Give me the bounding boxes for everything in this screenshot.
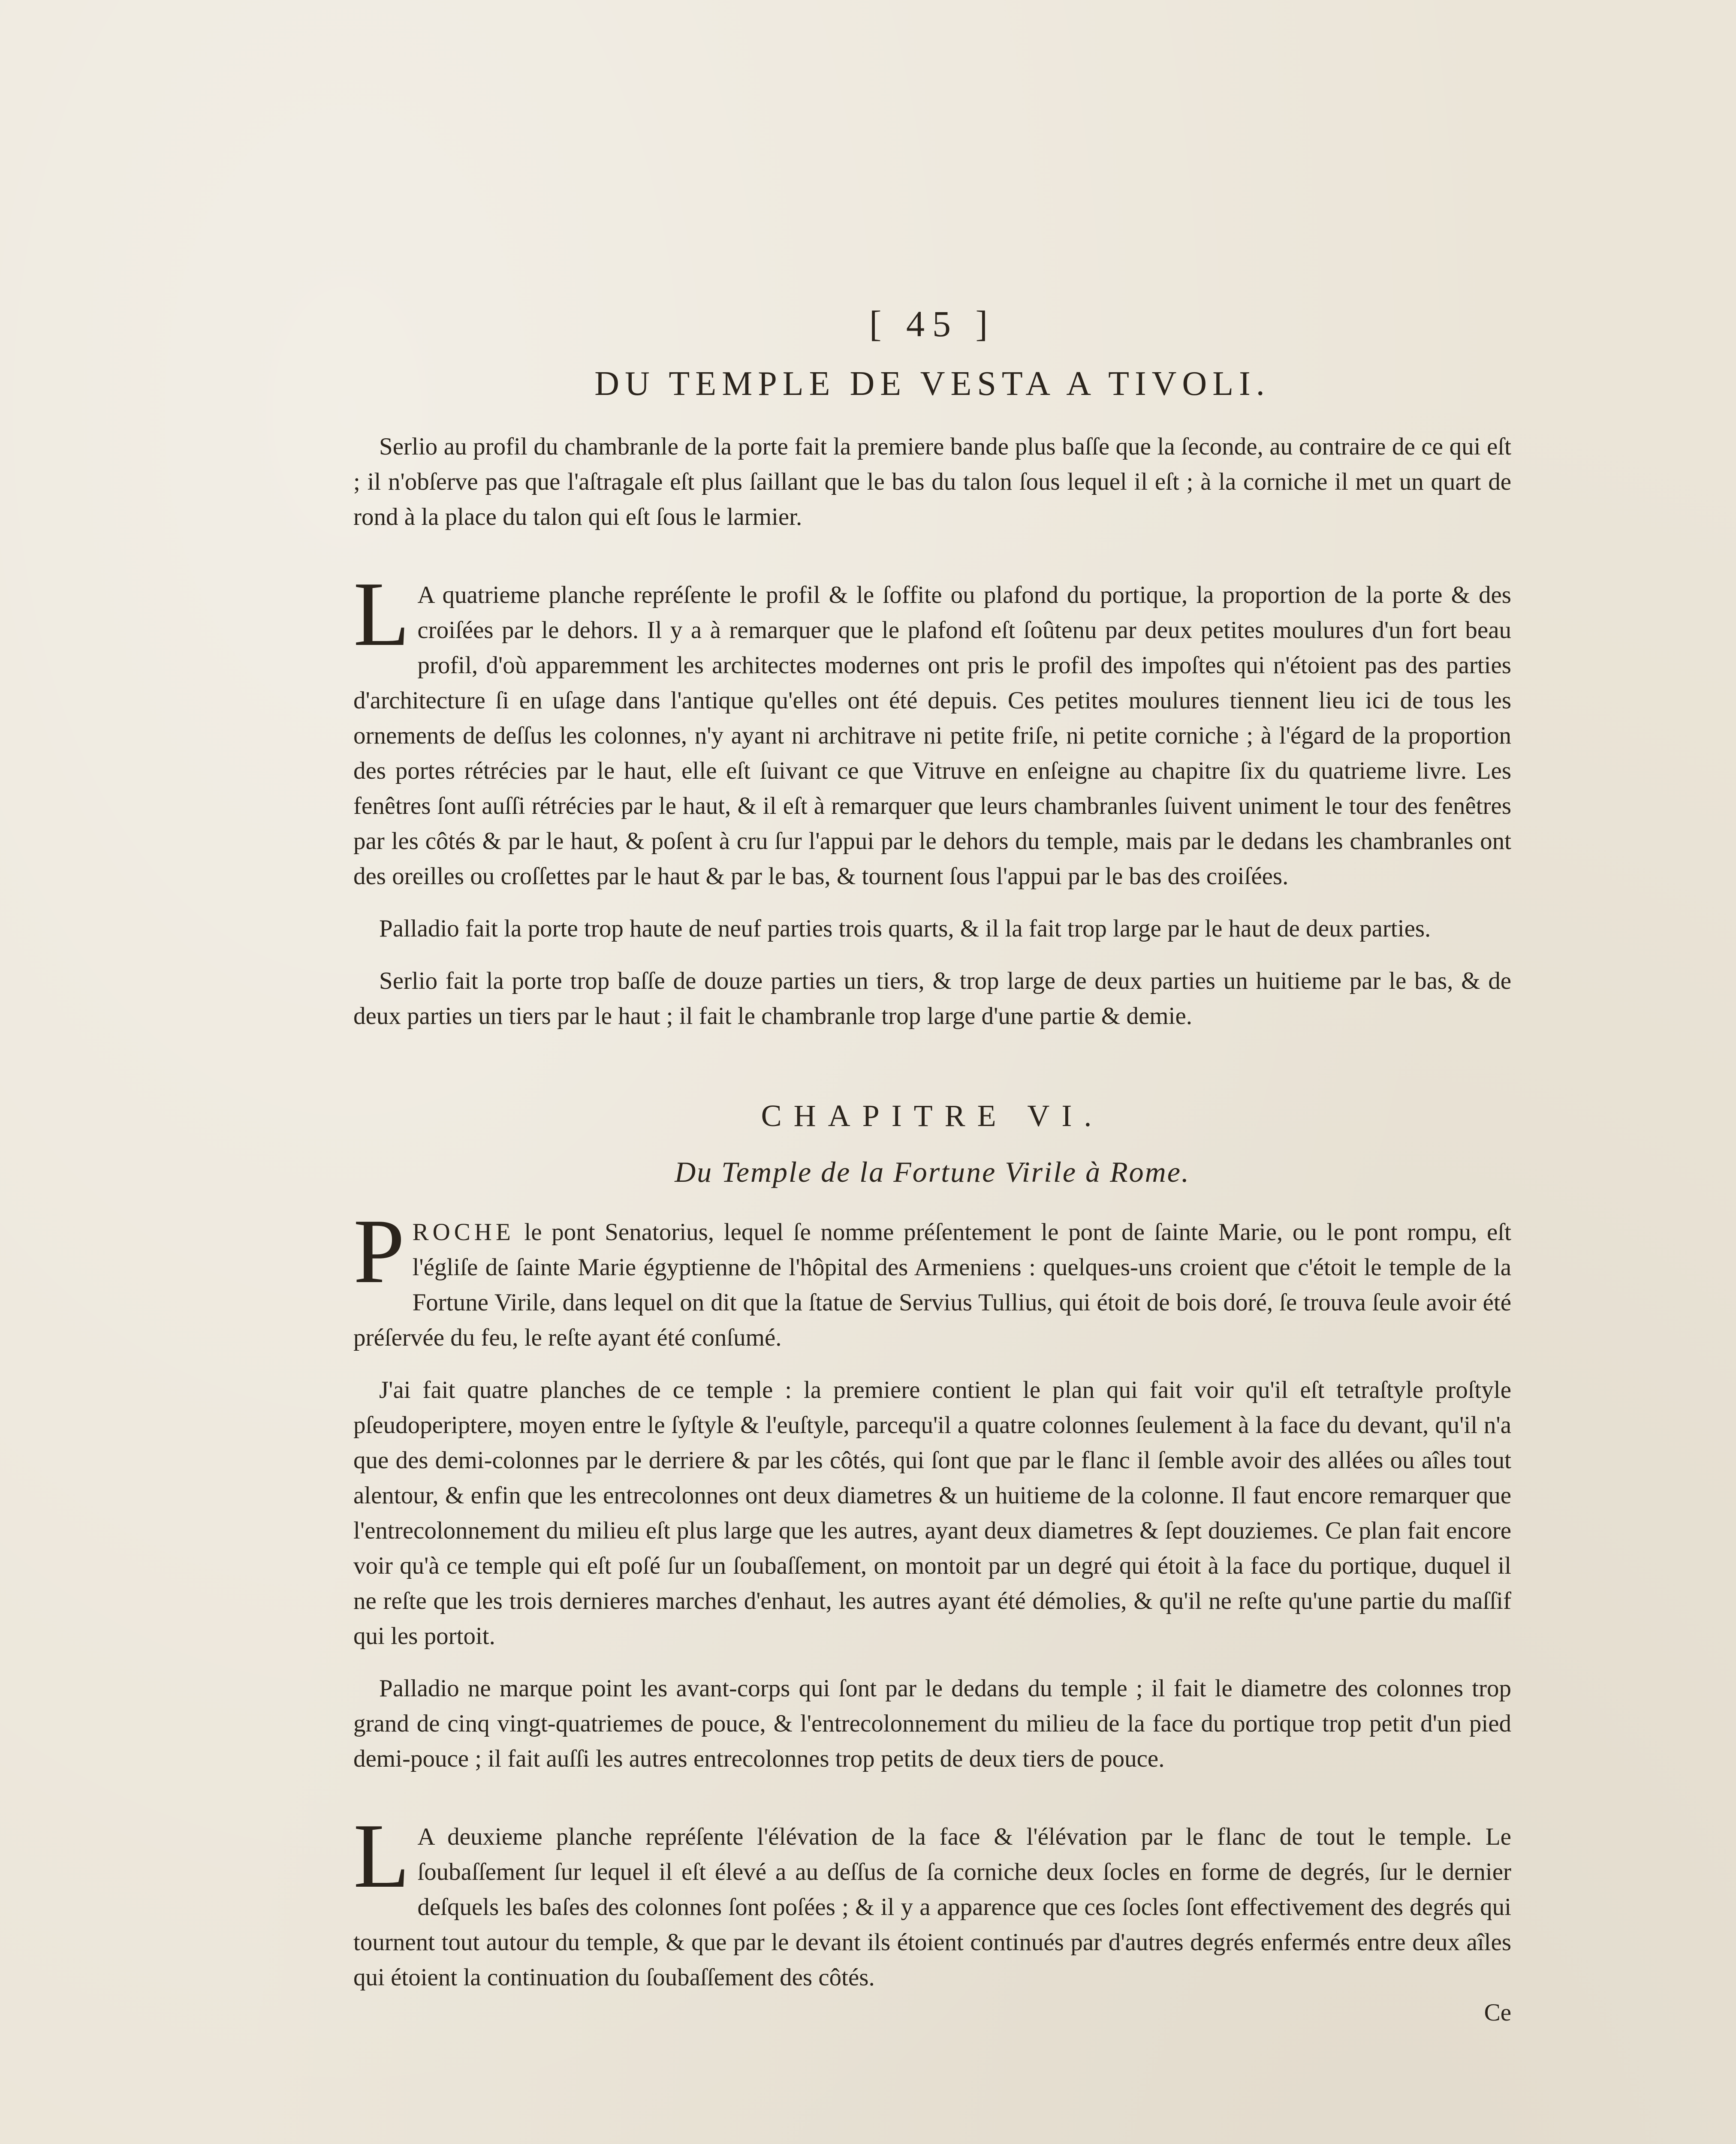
section2-paragraph: J'ai fait quatre planches de ce temple : la premiere contient le plan qui fait voir qu'il eſt tetraſtyle proſtyle pſeudoperiptere, moyen entre le ſyſtyle & l'euſtyle, parcequ'il a quatre colonnes ſeulement à la face du devant, qu'il n'a que des demi-colonnes par le derriere & par les côtés, qui ſont que par le flanc il ſemble avoir des allées ou aîles tout alentour, & enfin que les entrecolonnes ont deux diametres & un huitieme de la colonne. Il faut encore remarquer que l'entrecolonnement du milieu eſt plus large que les autres, ayant deux diametres & ſept douziemes. Ce plan fait encore voir qu'à ce temple qui eſt poſé ſur un ſoubaſſement, on montoit par un degré qui étoit à la face du portique, duquel il ne reſte que les trois dernieres marches d'enhaut, les autres ayant été démolies, & qu'il ne reſte qu'une partie du maſſif qui les portoit.: [353, 1376, 1511, 1650]
drop-cap-initial: L: [353, 563, 410, 665]
intro-paragraph: Serlio au profil du chambranle de la porte fait la premiere bande plus baſſe que la ſeconde, au contraire de ce qui eſt ; il n'obſerve pas que l'aſtragale eſt plus ſaillant que le bas du talon ſous lequel il eſt ; à la corniche il met un quart de rond à la place du talon qui eſt ſous le larmier.: [353, 433, 1511, 530]
section1-lead-text: A quatrieme planche repréſente le profil & le ſoffite ou plafond du portique, la proportion de la porte & des croiſées par le dehors. Il y a à remarquer que le plafond eſt ſoûtenu par deux petites moulures d'un fort beau profil, d'où apparemment les architectes modernes ont pris le profil des impoſtes qui n'étoient pas des parties d'architecture ſi en uſage dans l'antique qu'elles ont été depuis. Ces petites moulures tiennent lieu ici de tous les ornements de deſſus les colonnes, n'y ayant ni architrave ni petite friſe, ni petite corniche ; à l'égard de la proportion des portes rétrécies par le haut, elle eſt ſuivant ce que Vitruve en enſeigne au chapitre ſix du quatrieme livre. Les fenêtres ſont auſſi rétrécies par le haut, & il eſt à remarquer que leurs chambranles ſuivent uniment le tour des fenêtres par les côtés & par le haut, & poſent à cru ſur l'appui par le dehors du temple, mais par le dedans les chambranles ont des oreilles ou croſſettes par le haut & par le bas, & tournent ſous l'appui par le bas des croiſées.: [353, 581, 1511, 890]
catchword: Ce: [1484, 1999, 1511, 2026]
section2-lead-paragraph: [353, 1200, 1511, 1355]
chapter-title: CHAPITRE VI.: [761, 1099, 1104, 1133]
section1-paragraph: Serlio fait la porte trop baſſe de douze parties un tiers, & trop large de deux parties un huitieme par le bas, & de deux parties un tiers par le haut ; il fait le chambranle trop large d'une partie & demie.: [353, 967, 1511, 1030]
section1-lead-paragraph: [353, 563, 1511, 894]
chapter-subtitle: Du Temple de la Fortune Virile à Rome.: [675, 1156, 1190, 1188]
section3-lead-paragraph: [353, 1804, 1511, 1995]
section2-paragraph: Palladio ne marque point les avant-corps qui ſont par le dedans du temple ; il fait le diametre des colonnes trop grand de cinq vingt-quatriemes de pouce, & l'entrecolonnement du milieu de la face du portique trop petit d'un pied demi-pouce ; il fait auſſi les autres entrecolonnes trop petits de deux tiers de pouce.: [353, 1675, 1511, 1772]
small-caps-opening: ROCHE: [412, 1219, 515, 1246]
page-number: [ 45 ]: [869, 303, 996, 344]
section2-lead-text: le pont Senatorius, lequel ſe nomme préſentement le pont de ſainte Marie, ou le pont rompu, eſt l'égliſe de ſainte Marie égyptienne de l'hôpital des Armeniens : quelques-uns croient que c'étoit le temple de la Fortune Virile, dans lequel on dit que la ſtatue de Servius Tullius, qui étoit de bois doré, ſe trouva ſeule avoir été préſervée du feu, le reſte ayant été conſumé.: [353, 1219, 1511, 1351]
section3-lead-text: A deuxieme planche repréſente l'élévation de la face & l'élévation par le flanc de tout le temple. Le ſoubaſſement ſur lequel il eſt élevé a au deſſus de ſa corniche deux ſocles en forme de degrés, ſur le dernier deſquels les baſes des colonnes ſont poſées ; & il y a apparence que ces ſocles ſont effectivement des degrés qui tournent tout autour du temple, & que par le devant ils étoient continués par d'autres degrés enfermés entre deux aîles qui étoient la continuation du ſoubaſſement des côtés.: [353, 1823, 1511, 1991]
drop-cap-initial: P: [353, 1200, 405, 1302]
section1-paragraph: Palladio fait la porte trop haute de neuf parties trois quarts, & il la fait trop large par le haut de deux parties.: [379, 915, 1431, 942]
drop-cap-initial: L: [353, 1804, 410, 1907]
text-column: [353, 296, 1511, 2030]
page-title: DU TEMPLE DE VESTA A TIVOLI.: [594, 365, 1270, 403]
